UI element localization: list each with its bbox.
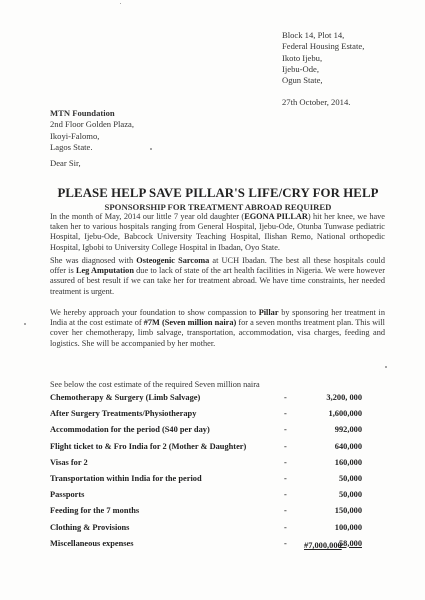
- sender-address: [282, 30, 364, 109]
- scan-speck: [385, 366, 387, 368]
- cost-item-label: After Surgery Treatments/Physiotherapy: [50, 409, 197, 419]
- cost-item-label: Visas for 2: [50, 457, 88, 467]
- cost-item-dash: -: [284, 441, 287, 451]
- cost-item-amount: 100,000: [334, 522, 362, 532]
- paragraph-text: We hereby approach your foundation to show compassion to: [50, 308, 259, 317]
- cost-item-dash: -: [284, 522, 287, 532]
- cost-row: [50, 490, 362, 506]
- cost-item-label: Chemotherapy & Surgery (Limb Salvage): [50, 393, 201, 402]
- cost-item-dash: -: [284, 538, 287, 548]
- cost-item-amount: 640,000: [334, 441, 362, 451]
- paragraph-text: ) hit her knee, we have taken her to various hospitals ranging from General Hospital, Ijebu-Ode, Otunba Tunwase pediatric Hospital, Ijebu-Ode, Babcock University Teaching Hospital, Ilishan Remo, National orthopedic Hospital, Igbobi to University College Hospital in Ibadan, Oyo State.: [50, 212, 385, 252]
- cost-item-label: Accommodation for the period (S40 per day): [50, 425, 210, 435]
- scan-speck: [120, 3, 121, 4]
- sender-address-line: Ikoto Ijebu,: [282, 52, 323, 63]
- cost-item-amount: 160,000: [334, 457, 362, 467]
- cost-row: [50, 506, 362, 522]
- cost-item-amount: 3,200, 000: [326, 393, 362, 402]
- cost-item-label: Transportation within India for the period: [50, 473, 202, 483]
- cost-item-dash: -: [284, 473, 287, 483]
- cost-item-label: Miscellaneous expenses: [50, 538, 134, 548]
- cost-item-label: Feeding for the 7 months: [50, 506, 140, 516]
- cost-row: [50, 425, 362, 441]
- cost-item-label: Flight ticket to & Fro India for 2 (Mother & Daughter): [50, 441, 247, 451]
- paragraph-text: due to lack of state of the art health facilities in Nigeria. We were however assured of best result if we can take her for treatment abroad. We have time constraints, her needed treatment is urgent.: [50, 266, 385, 296]
- sender-address-line: Ijebu-Ode,: [282, 63, 319, 74]
- paragraph-text: at UCH Ibadan. The best all these hospitals could offer is: [50, 256, 385, 276]
- paragraph-text: In the month of May, 2014 our little 7 year old daughter (: [50, 212, 245, 221]
- cost-item-dash: -: [284, 490, 287, 500]
- cost-row: [50, 457, 362, 474]
- paragraph-text: She was diagnosed with: [50, 256, 137, 265]
- cost-item-amount: 50,000: [338, 490, 362, 500]
- cost-item-amount: 1,600,000: [328, 409, 362, 419]
- cost-item-dash: -: [284, 393, 287, 402]
- paragraph-bold-text: Leg Amputation: [75, 266, 134, 276]
- recipient-address-line: Lagos State.: [50, 141, 93, 152]
- title-sub: SPONSORSHIP FOR TREATMENT ABROAD REQUIRED: [104, 202, 332, 212]
- cost-row: [50, 393, 362, 409]
- sender-address-line: Ogun State,: [282, 75, 323, 86]
- recipient-address: [50, 108, 134, 153]
- cost-total: #7,000,000: [304, 541, 342, 550]
- cost-table: [50, 393, 362, 555]
- cost-item-dash: -: [284, 409, 287, 419]
- paragraph-bold-text: #7M (Seven million naira): [143, 318, 237, 328]
- paragraph-text: by sponsoring her treatment in India at the cost estimate of: [50, 308, 385, 328]
- cost-item-dash: -: [284, 425, 287, 435]
- cost-row: [50, 441, 362, 458]
- paragraph-bold-text: Pillar: [258, 308, 279, 317]
- sender-address-line: Block 14, Plot 14,: [282, 30, 345, 40]
- paragraph-1: [50, 212, 385, 253]
- sender-address-line: Federal Housing Estate,: [282, 41, 365, 52]
- cost-row: [50, 473, 362, 490]
- paragraph-3: [50, 308, 385, 349]
- cost-intro: See below the cost estimate of the required Seven million naira: [50, 380, 260, 389]
- paragraph-text: for a seven months treatment plan. This will cover her chemotherapy, limb salvage, transportation, accommodation, visa charges, feeding and logistics. She will be accompanied by her mother.: [50, 318, 385, 348]
- letter-title: [48, 186, 388, 212]
- cost-item-dash: -: [284, 457, 287, 467]
- cost-item-amount: 50,000: [338, 473, 362, 483]
- paragraph-2: [50, 256, 385, 297]
- cost-item-amount: 58,000: [338, 538, 362, 548]
- paragraph-bold-text: EGONA PILLAR: [244, 212, 308, 221]
- recipient-name: MTN Foundation: [50, 108, 115, 118]
- scan-speck: [24, 323, 26, 325]
- cost-item-label: Clothing & Provisions: [50, 522, 130, 532]
- cost-item-amount: 992,000: [334, 425, 362, 435]
- letter-date: 27th October, 2014.: [282, 97, 351, 108]
- recipient-address-line: Ikoyi-Falomo,: [50, 130, 100, 141]
- cost-item-label: Passports: [50, 490, 85, 500]
- cost-row: [50, 522, 362, 539]
- cost-item-dash: -: [284, 506, 287, 516]
- paragraph-bold-text: Osteogenic Sarcoma: [136, 256, 210, 265]
- title-main: PLEASE HELP SAVE PILLAR'S LIFE/CRY FOR HELP: [57, 186, 379, 200]
- salutation: Dear Sir,: [50, 158, 81, 168]
- scan-speck: [150, 148, 152, 150]
- recipient-address-line: 2nd Floor Golden Plaza,: [50, 119, 135, 130]
- cost-item-amount: 150,000: [334, 506, 362, 516]
- cost-row: [50, 409, 362, 425]
